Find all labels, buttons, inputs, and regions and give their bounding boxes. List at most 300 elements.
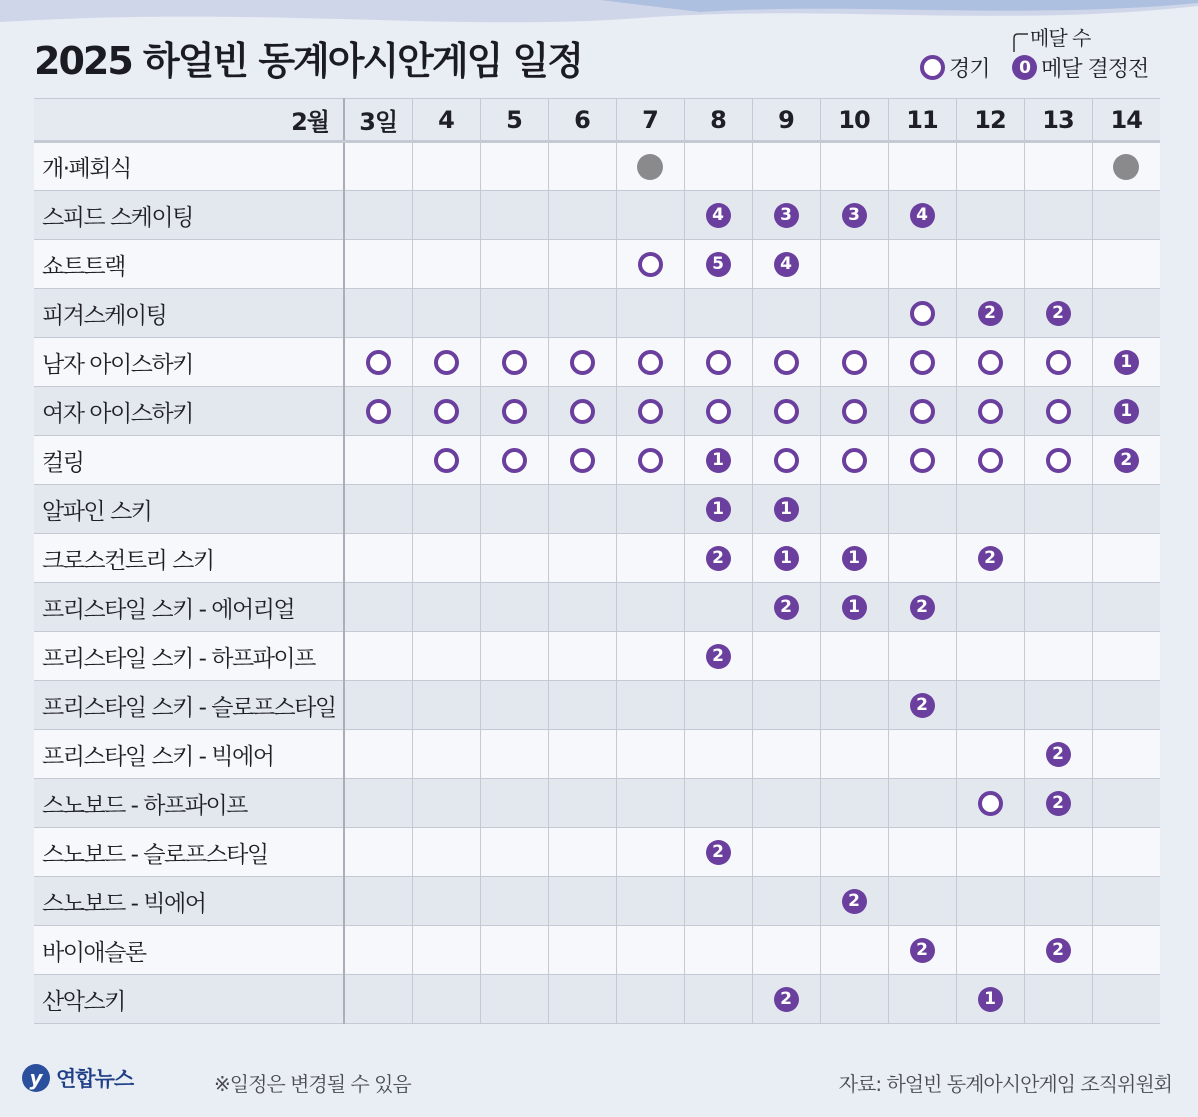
- match-icon: [978, 791, 1003, 816]
- schedule-cell: [1024, 534, 1092, 583]
- schedule-cell: [616, 926, 684, 975]
- schedule-cell: [412, 534, 480, 583]
- medal-event-icon: 2: [910, 595, 935, 620]
- table-row: [34, 142, 1160, 191]
- medal-event-icon: 2: [1046, 938, 1071, 963]
- schedule-cell: [1092, 436, 1160, 485]
- schedule-cell: [684, 191, 752, 240]
- schedule-cell: [412, 583, 480, 632]
- schedule-cell: [1024, 289, 1092, 338]
- yonhap-logo-icon: y: [22, 1064, 50, 1092]
- schedule-cell: [616, 583, 684, 632]
- schedule-cell: [752, 436, 820, 485]
- schedule-cell: [820, 534, 888, 583]
- day-header: 11: [888, 99, 956, 142]
- schedule-cell: [1024, 240, 1092, 289]
- schedule-cell: [752, 387, 820, 436]
- schedule-cell: [752, 485, 820, 534]
- schedule-cell: [820, 485, 888, 534]
- schedule-cell: [480, 534, 548, 583]
- schedule-cell: [820, 975, 888, 1024]
- medal-event-icon: 5: [706, 252, 731, 277]
- match-icon: [570, 399, 595, 424]
- schedule-cell: [752, 289, 820, 338]
- schedule-cell: [1092, 877, 1160, 926]
- schedule-cell: [820, 191, 888, 240]
- legend-medal: [1012, 52, 1148, 83]
- month-header: 2월: [34, 99, 344, 142]
- schedule-cell: [956, 387, 1024, 436]
- event-name: 산악스키: [34, 975, 344, 1024]
- event-name: 바이애슬론: [34, 926, 344, 975]
- schedule-cell: [1024, 828, 1092, 877]
- schedule-cell: [752, 534, 820, 583]
- table-row: [34, 436, 1160, 485]
- medal-event-icon: 3: [842, 203, 867, 228]
- schedule-cell: [956, 877, 1024, 926]
- schedule-cell: [412, 730, 480, 779]
- medal-event-icon: 2: [978, 301, 1003, 326]
- schedule-cell: [1092, 534, 1160, 583]
- schedule-cell: [548, 730, 616, 779]
- yonhap-logo: [22, 1063, 133, 1093]
- schedule-cell: [820, 387, 888, 436]
- schedule-cell: [820, 583, 888, 632]
- medal-event-icon: 1: [1114, 350, 1139, 375]
- schedule-cell: [1092, 730, 1160, 779]
- schedule-cell: [956, 779, 1024, 828]
- event-name: 스피드 스케이팅: [34, 191, 344, 240]
- schedule-cell: [480, 191, 548, 240]
- table-row: [34, 730, 1160, 779]
- schedule-cell: [956, 240, 1024, 289]
- ceremony-icon: [1113, 154, 1139, 180]
- schedule-cell: [684, 681, 752, 730]
- medal-event-icon: 2: [706, 546, 731, 571]
- schedule-cell: [480, 779, 548, 828]
- medal-icon: 0: [1012, 55, 1037, 80]
- table-row: [34, 534, 1160, 583]
- schedule-cell: [616, 632, 684, 681]
- schedule-cell: [888, 779, 956, 828]
- medal-event-icon: 1: [706, 448, 731, 473]
- schedule-cell: [616, 338, 684, 387]
- schedule-body: [34, 142, 1160, 1024]
- schedule-cell: [1092, 779, 1160, 828]
- schedule-cell: [344, 975, 412, 1024]
- table-row: [34, 926, 1160, 975]
- table-row: [34, 779, 1160, 828]
- schedule-cell: [1092, 240, 1160, 289]
- medal-event-icon: 2: [1046, 791, 1071, 816]
- match-icon: [706, 399, 731, 424]
- schedule-cell: [616, 191, 684, 240]
- schedule-cell: [548, 975, 616, 1024]
- schedule-table: [34, 98, 1160, 1024]
- schedule-cell: [752, 191, 820, 240]
- schedule-cell: [344, 142, 412, 191]
- schedule-cell: [1024, 583, 1092, 632]
- medal-event-icon: 3: [774, 203, 799, 228]
- schedule-cell: [752, 828, 820, 877]
- schedule-cell: [548, 485, 616, 534]
- schedule-cell: [616, 877, 684, 926]
- schedule-cell: [1092, 289, 1160, 338]
- medal-event-icon: 2: [706, 644, 731, 669]
- medal-event-icon: 1: [978, 987, 1003, 1012]
- schedule-cell: [344, 583, 412, 632]
- schedule-cell: [1092, 926, 1160, 975]
- schedule-cell: [548, 681, 616, 730]
- page-title: 2025 하얼빈 동계아시안게임 일정: [34, 39, 582, 83]
- schedule-cell: [956, 730, 1024, 779]
- medal-event-icon: 4: [706, 203, 731, 228]
- schedule-cell: [548, 289, 616, 338]
- schedule-cell: [1024, 191, 1092, 240]
- match-icon: [774, 448, 799, 473]
- schedule-cell: [412, 436, 480, 485]
- match-icon: [366, 399, 391, 424]
- schedule-cell: [480, 730, 548, 779]
- schedule-cell: [752, 975, 820, 1024]
- table-row: [34, 240, 1160, 289]
- match-icon: [434, 399, 459, 424]
- schedule-cell: [1024, 485, 1092, 534]
- schedule-cell: [888, 730, 956, 779]
- schedule-cell: [820, 828, 888, 877]
- event-name: 프리스타일 스키 - 빅에어: [34, 730, 344, 779]
- medal-event-icon: 2: [842, 889, 867, 914]
- schedule-cell: [684, 632, 752, 681]
- match-icon: [570, 448, 595, 473]
- schedule-cell: [1092, 338, 1160, 387]
- table-row: [34, 338, 1160, 387]
- schedule-cell: [956, 289, 1024, 338]
- match-icon: [842, 448, 867, 473]
- schedule-cell: [480, 926, 548, 975]
- table-row: [34, 681, 1160, 730]
- schedule-cell: [616, 779, 684, 828]
- table-row: [34, 485, 1160, 534]
- schedule-cell: [344, 730, 412, 779]
- schedule-cell: [548, 583, 616, 632]
- schedule-cell: [412, 387, 480, 436]
- source-credit: 자료: 하얼빈 동계아시안게임 조직위원회: [838, 1072, 1172, 1096]
- schedule-cell: [888, 191, 956, 240]
- ring-icon: [920, 55, 945, 80]
- schedule-cell: [752, 338, 820, 387]
- medal-event-icon: 2: [1046, 301, 1071, 326]
- schedule-cell: [684, 240, 752, 289]
- event-name: 개·폐회식: [34, 142, 344, 191]
- schedule-cell: [956, 338, 1024, 387]
- schedule-cell: [1092, 485, 1160, 534]
- schedule-cell: [616, 436, 684, 485]
- schedule-cell: [956, 828, 1024, 877]
- schedule-cell: [684, 877, 752, 926]
- legend-medal-label: 메달 결정전: [1041, 57, 1149, 82]
- event-name: 여자 아이스하키: [34, 387, 344, 436]
- schedule-cell: [616, 289, 684, 338]
- schedule-cell: [344, 240, 412, 289]
- schedule-cell: [684, 436, 752, 485]
- schedule-cell: [1024, 632, 1092, 681]
- schedule-cell: [752, 240, 820, 289]
- day-header: 5: [480, 99, 548, 142]
- schedule-cell: [480, 485, 548, 534]
- schedule-cell: [820, 632, 888, 681]
- schedule-cell: [888, 289, 956, 338]
- schedule-cell: [344, 779, 412, 828]
- schedule-cell: [616, 681, 684, 730]
- bracket-icon: [1012, 32, 1030, 54]
- match-icon: [502, 448, 527, 473]
- schedule-cell: [548, 338, 616, 387]
- medal-event-icon: 1: [706, 497, 731, 522]
- schedule-cell: [344, 436, 412, 485]
- schedule-cell: [1024, 142, 1092, 191]
- schedule-cell: [956, 142, 1024, 191]
- schedule-cell: [480, 142, 548, 191]
- schedule-cell: [1092, 387, 1160, 436]
- event-name: 프리스타일 스키 - 슬로프스타일: [34, 681, 344, 730]
- schedule-cell: [1024, 975, 1092, 1024]
- schedule-cell: [684, 534, 752, 583]
- medal-event-icon: 2: [910, 693, 935, 718]
- schedule-cell: [548, 828, 616, 877]
- schedule-cell: [684, 338, 752, 387]
- table-row: [34, 828, 1160, 877]
- schedule-cell: [548, 632, 616, 681]
- medal-event-icon: 2: [706, 840, 731, 865]
- schedule-cell: [480, 681, 548, 730]
- medal-event-icon: 1: [774, 497, 799, 522]
- medal-event-icon: 4: [774, 252, 799, 277]
- schedule-cell: [548, 387, 616, 436]
- schedule-cell: [888, 583, 956, 632]
- schedule-cell: [548, 926, 616, 975]
- schedule-cell: [1024, 926, 1092, 975]
- schedule-cell: [1092, 142, 1160, 191]
- schedule-cell: [752, 681, 820, 730]
- schedule-cell: [888, 975, 956, 1024]
- table-row: [34, 191, 1160, 240]
- header-row: [34, 99, 1160, 142]
- schedule-cell: [1092, 681, 1160, 730]
- table-row: [34, 583, 1160, 632]
- schedule-cell: [888, 387, 956, 436]
- schedule-cell: [412, 975, 480, 1024]
- event-name: 남자 아이스하키: [34, 338, 344, 387]
- schedule-cell: [956, 681, 1024, 730]
- match-icon: [434, 350, 459, 375]
- match-icon: [774, 350, 799, 375]
- medal-count-label: 메달 수: [1030, 26, 1091, 50]
- schedule-cell: [888, 142, 956, 191]
- schedule-cell: [888, 877, 956, 926]
- schedule-cell: [412, 926, 480, 975]
- schedule-cell: [616, 534, 684, 583]
- schedule-cell: [684, 779, 752, 828]
- medal-event-icon: 2: [978, 546, 1003, 571]
- match-icon: [910, 448, 935, 473]
- schedule-cell: [820, 289, 888, 338]
- match-icon: [842, 399, 867, 424]
- ceremony-icon: [637, 154, 663, 180]
- match-icon: [638, 350, 663, 375]
- schedule-cell: [616, 142, 684, 191]
- schedule-cell: [1024, 436, 1092, 485]
- schedule-cell: [1024, 877, 1092, 926]
- schedule-cell: [412, 877, 480, 926]
- schedule-cell: [344, 534, 412, 583]
- schedule-cell: [548, 534, 616, 583]
- medal-event-icon: 2: [1046, 742, 1071, 767]
- schedule-cell: [752, 142, 820, 191]
- schedule-cell: [412, 828, 480, 877]
- schedule-cell: [1092, 632, 1160, 681]
- event-name: 컬링: [34, 436, 344, 485]
- schedule-cell: [888, 534, 956, 583]
- schedule-cell: [344, 681, 412, 730]
- schedule-cell: [752, 926, 820, 975]
- schedule-cell: [480, 240, 548, 289]
- schedule-cell: [684, 828, 752, 877]
- schedule-cell: [820, 142, 888, 191]
- schedule-cell: [752, 583, 820, 632]
- schedule-cell: [616, 240, 684, 289]
- medal-event-icon: 1: [842, 595, 867, 620]
- schedule-cell: [480, 387, 548, 436]
- schedule-cell: [344, 387, 412, 436]
- event-name: 프리스타일 스키 - 에어리얼: [34, 583, 344, 632]
- medal-event-icon: 2: [1114, 448, 1139, 473]
- schedule-cell: [548, 191, 616, 240]
- schedule-cell: [820, 730, 888, 779]
- schedule-cell: [480, 632, 548, 681]
- schedule-cell: [480, 583, 548, 632]
- match-icon: [366, 350, 391, 375]
- schedule-cell: [344, 191, 412, 240]
- table-row: [34, 975, 1160, 1024]
- schedule-cell: [1024, 779, 1092, 828]
- schedule-cell: [412, 632, 480, 681]
- schedule-cell: [480, 975, 548, 1024]
- schedule-cell: [684, 730, 752, 779]
- match-icon: [1046, 350, 1071, 375]
- schedule-cell: [1092, 828, 1160, 877]
- schedule-cell: [344, 877, 412, 926]
- table-row: [34, 877, 1160, 926]
- day-header: 14: [1092, 99, 1160, 142]
- schedule-cell: [956, 975, 1024, 1024]
- schedule-cell: [412, 289, 480, 338]
- schedule-cell: [1024, 730, 1092, 779]
- schedule-cell: [684, 142, 752, 191]
- day-header: 6: [548, 99, 616, 142]
- event-name: 피겨스케이팅: [34, 289, 344, 338]
- schedule-cell: [752, 779, 820, 828]
- match-icon: [434, 448, 459, 473]
- event-name: 스노보드 - 하프파이프: [34, 779, 344, 828]
- schedule-cell: [888, 681, 956, 730]
- legend: [920, 22, 1160, 82]
- schedule-cell: [956, 632, 1024, 681]
- event-name: 스노보드 - 슬로프스타일: [34, 828, 344, 877]
- match-icon: [570, 350, 595, 375]
- schedule-cell: [1024, 338, 1092, 387]
- schedule-cell: [752, 730, 820, 779]
- match-icon: [1046, 448, 1071, 473]
- day-header: 3일: [344, 99, 412, 142]
- schedule-cell: [820, 877, 888, 926]
- match-icon: [706, 350, 731, 375]
- day-header: 10: [820, 99, 888, 142]
- schedule-cell: [1092, 191, 1160, 240]
- schedule-cell: [684, 485, 752, 534]
- match-icon: [910, 399, 935, 424]
- schedule-cell: [956, 485, 1024, 534]
- schedule-cell: [480, 436, 548, 485]
- day-header: 8: [684, 99, 752, 142]
- schedule-cell: [956, 436, 1024, 485]
- schedule-cell: [684, 387, 752, 436]
- day-header: 12: [956, 99, 1024, 142]
- schedule-cell: [820, 926, 888, 975]
- schedule-cell: [412, 240, 480, 289]
- schedule-cell: [820, 779, 888, 828]
- match-icon: [638, 252, 663, 277]
- medal-event-icon: 2: [910, 938, 935, 963]
- schedule-cell: [480, 289, 548, 338]
- day-header: 9: [752, 99, 820, 142]
- schedule-cell: [684, 583, 752, 632]
- medal-event-icon: 1: [842, 546, 867, 571]
- schedule-cell: [412, 191, 480, 240]
- schedule-cell: [820, 681, 888, 730]
- schedule-cell: [616, 485, 684, 534]
- schedule-cell: [344, 828, 412, 877]
- match-icon: [774, 399, 799, 424]
- day-header: 7: [616, 99, 684, 142]
- schedule-cell: [888, 485, 956, 534]
- schedule-cell: [616, 730, 684, 779]
- day-header: 4: [412, 99, 480, 142]
- schedule-cell: [480, 877, 548, 926]
- schedule-cell: [956, 926, 1024, 975]
- schedule-cell: [548, 240, 616, 289]
- schedule-cell: [888, 240, 956, 289]
- match-icon: [502, 399, 527, 424]
- schedule-cell: [344, 338, 412, 387]
- schedule-cell: [548, 436, 616, 485]
- schedule-cell: [752, 877, 820, 926]
- schedule-cell: [616, 387, 684, 436]
- schedule-cell: [548, 142, 616, 191]
- table-row: [34, 632, 1160, 681]
- schedule-cell: [1092, 975, 1160, 1024]
- match-icon: [910, 301, 935, 326]
- schedule-cell: [888, 828, 956, 877]
- schedule-cell: [1024, 681, 1092, 730]
- schedule-cell: [548, 779, 616, 828]
- schedule-cell: [480, 338, 548, 387]
- schedule-cell: [1092, 583, 1160, 632]
- event-name: 쇼트트랙: [34, 240, 344, 289]
- match-icon: [638, 399, 663, 424]
- schedule-cell: [888, 338, 956, 387]
- medal-event-icon: 4: [910, 203, 935, 228]
